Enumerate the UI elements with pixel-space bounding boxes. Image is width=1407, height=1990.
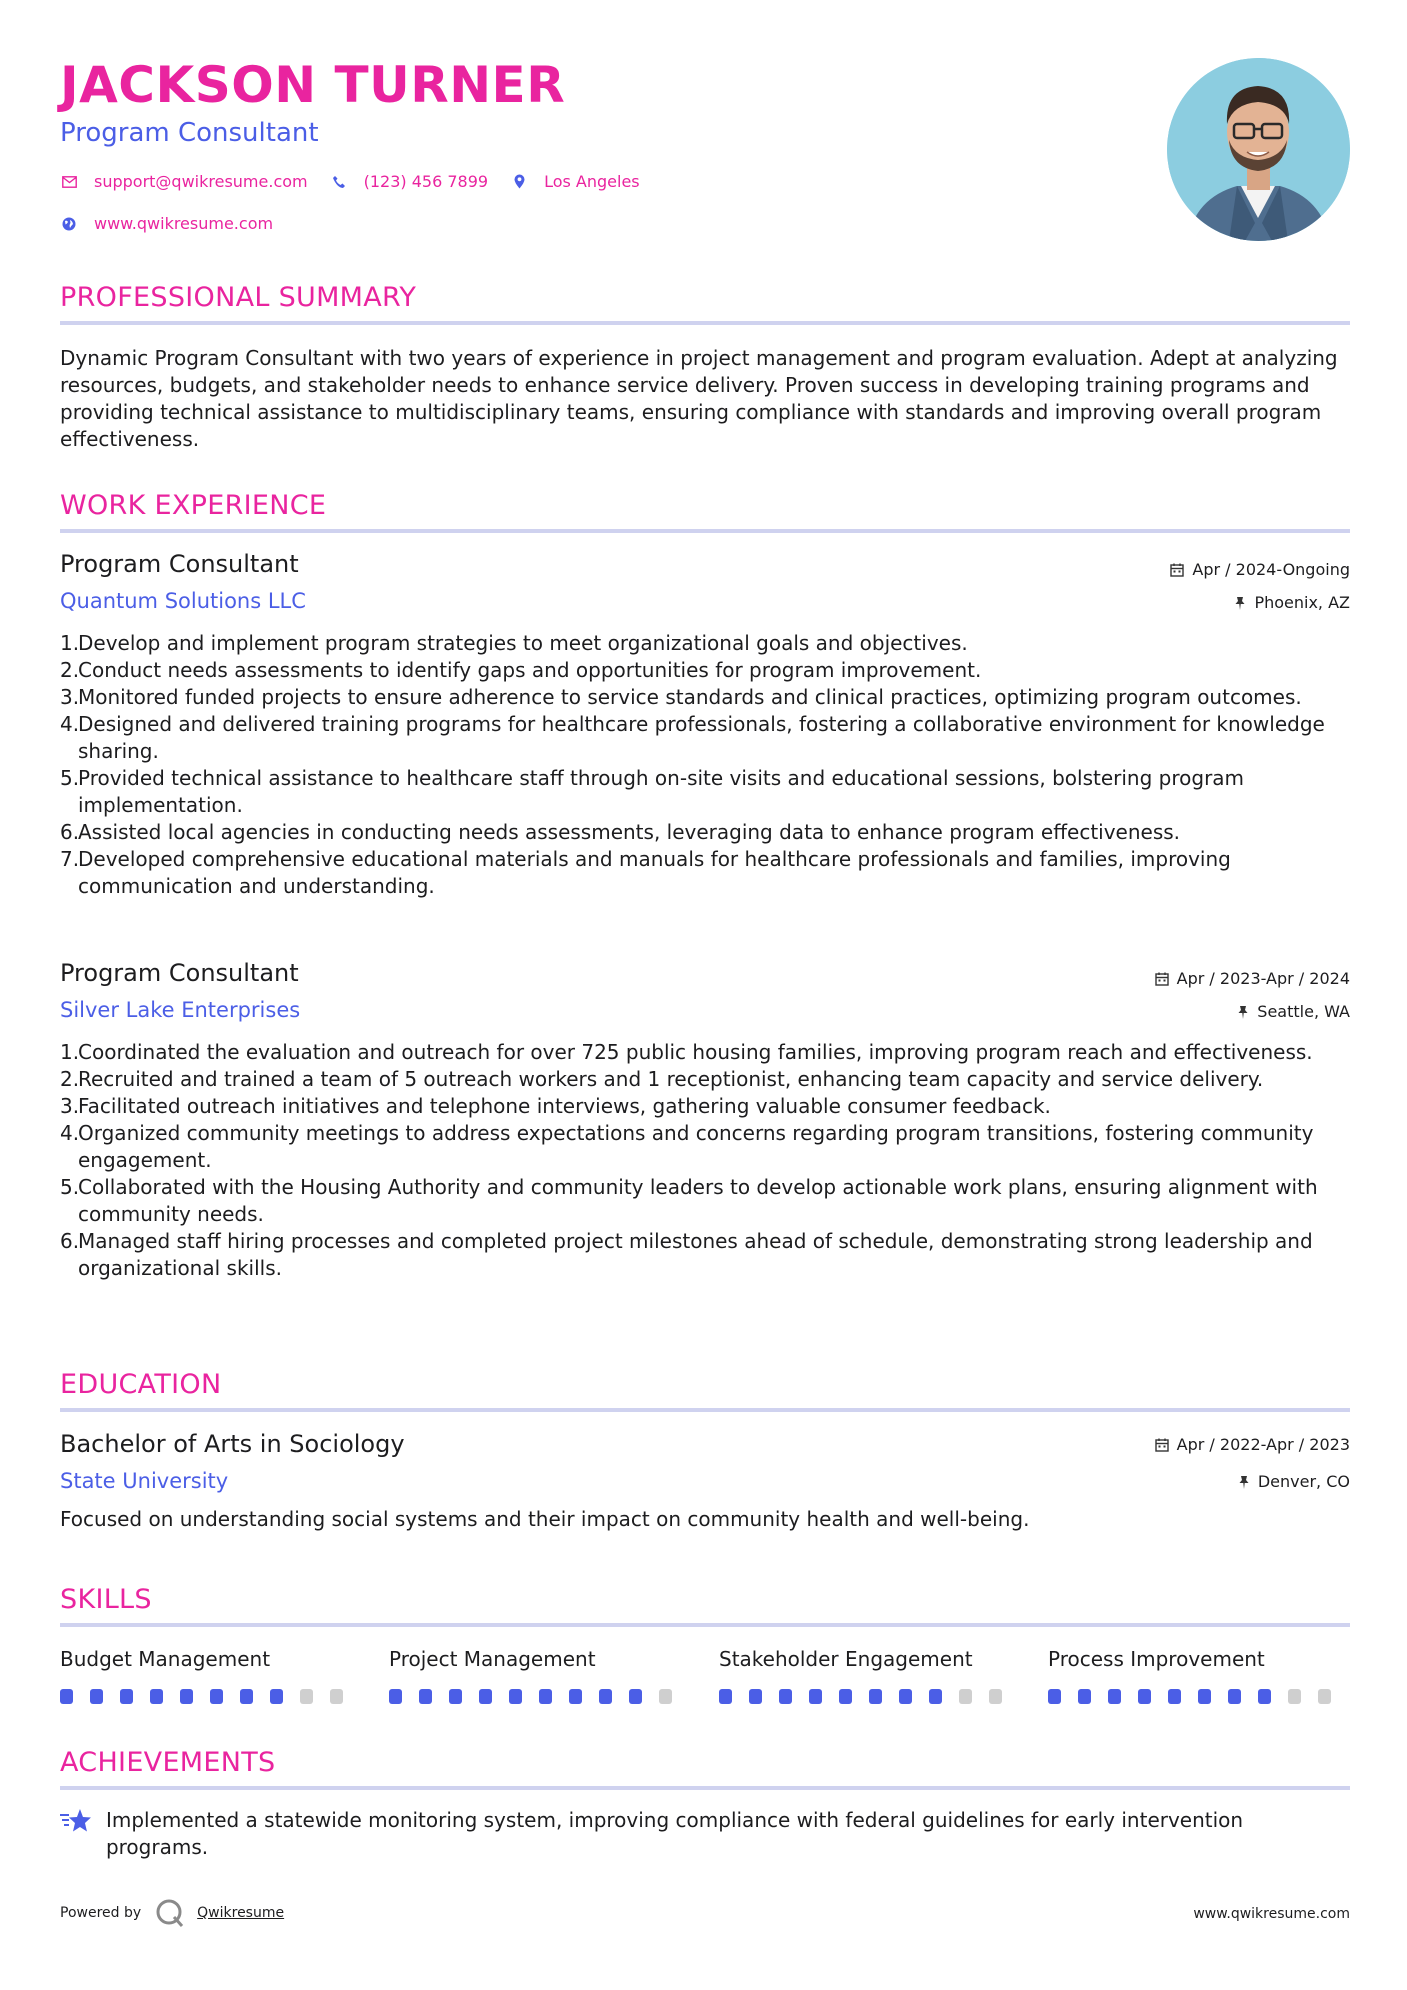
footer-powered-by	[60, 1898, 284, 1928]
skill-item	[389, 1647, 689, 1704]
skill-label: Project Management	[389, 1647, 596, 1671]
profile-photo	[1167, 58, 1350, 241]
skill-rating	[719, 1689, 1019, 1704]
pushpin-icon	[1237, 1005, 1249, 1019]
job-dates	[1155, 969, 1350, 988]
job-location-text: Phoenix, AZ	[1254, 593, 1350, 612]
website-text: www.qwikresume.com	[94, 214, 274, 233]
list-item: 6. Managed staff hiring processes and completed project milestones ahead of schedule, demonstrating strong leadership and organizational skills.	[60, 1229, 1313, 1280]
envelope-icon	[60, 173, 78, 191]
skill-dot-filled	[270, 1689, 283, 1704]
achievement-text: Implemented a statewide monitoring system, improving compliance with federal guidelines for early intervention programs.	[105, 1808, 1244, 1859]
skill-dot-filled	[899, 1689, 912, 1704]
skill-label: Stakeholder Engagement	[719, 1647, 973, 1671]
footer-url[interactable]: www.qwikresume.com	[1193, 1906, 1350, 1922]
skill-dot-filled	[509, 1689, 522, 1704]
list-item: 5. Collaborated with the Housing Authority and community leaders to develop actionable work plans, ensuring alignment with community needs.	[60, 1175, 1318, 1226]
achievements-section-title: ACHIEVEMENTS	[60, 1747, 276, 1778]
list-item: 6. Assisted local agencies in conducting needs assessments, leveraging data to enhance program effectiveness.	[60, 820, 1181, 844]
list-item: 1. Develop and implement program strategies to meet organizational goals and objectives.	[60, 631, 968, 655]
skills-divider	[60, 1623, 1350, 1627]
job-dates-text: Apr / 2024-Ongoing	[1192, 560, 1350, 579]
skill-item	[719, 1647, 1019, 1704]
skill-dot-filled	[1078, 1689, 1091, 1704]
skill-dot-filled	[929, 1689, 942, 1704]
pushpin-icon	[1234, 596, 1246, 610]
education-dates-text: Apr / 2022-Apr / 2023	[1176, 1435, 1350, 1454]
skill-dot-empty	[989, 1689, 1002, 1704]
list-item: 4. Designed and delivered training programs for healthcare professionals, fostering a collaborative environment for knowledge sharing.	[60, 712, 1325, 763]
skill-dot-filled	[599, 1689, 612, 1704]
list-item: 3. Facilitated outreach initiatives and telephone interviews, gathering valuable consumer feedback.	[60, 1094, 1051, 1118]
skill-dot-filled	[1108, 1689, 1121, 1704]
contact-website[interactable]	[60, 214, 273, 233]
school-name: State University	[60, 1469, 229, 1493]
contact-row-primary	[60, 172, 662, 191]
skill-dot-filled	[1258, 1689, 1271, 1704]
skill-dot-filled	[869, 1689, 882, 1704]
skill-item	[60, 1647, 360, 1704]
experience-section-title: WORK EXPERIENCE	[60, 490, 327, 521]
job-title: Program Consultant	[60, 550, 299, 578]
skill-dot-filled	[210, 1689, 223, 1704]
contact-email[interactable]	[60, 172, 308, 191]
skill-dot-filled	[839, 1689, 852, 1704]
skill-label: Process Improvement	[1048, 1647, 1265, 1671]
skill-dot-empty	[330, 1689, 343, 1704]
skill-rating	[60, 1689, 360, 1704]
calendar-icon	[1155, 972, 1169, 986]
phone-icon	[330, 173, 348, 191]
list-item: 2. Conduct needs assessments to identify gaps and opportunities for program improvement.	[60, 658, 982, 682]
job-bullets	[60, 1039, 1350, 1282]
skill-dot-filled	[419, 1689, 432, 1704]
skill-dot-empty	[300, 1689, 313, 1704]
contact-row-secondary	[60, 214, 295, 233]
job-bullets	[60, 630, 1350, 900]
qwikresume-logo-icon	[155, 1898, 185, 1928]
skill-dot-filled	[779, 1689, 792, 1704]
skill-dot-empty	[959, 1689, 972, 1704]
summary-text: Dynamic Program Consultant with two years of experience in project management and program evaluation. Adept at analyzing resources, budgets, and stakeholder needs to enhance service delivery. Proven success in developing training programs and providing technical assistance to multidisciplinary teams, ensuring compliance with standards and improving overall program effectiveness.	[60, 346, 1338, 451]
skill-dot-filled	[629, 1689, 642, 1704]
summary-divider	[60, 321, 1350, 325]
degree-title: Bachelor of Arts in Sociology	[60, 1430, 405, 1458]
experience-divider	[60, 529, 1350, 533]
phone-text: (123) 456 7899	[363, 172, 489, 191]
skill-dot-filled	[90, 1689, 103, 1704]
skill-label: Budget Management	[60, 1647, 271, 1671]
skill-dot-empty	[659, 1689, 672, 1704]
skill-dot-filled	[1168, 1689, 1181, 1704]
skill-dot-empty	[1288, 1689, 1301, 1704]
list-item: 4. Organized community meetings to address expectations and concerns regarding program transitions, fostering community engagement.	[60, 1121, 1314, 1172]
skill-dot-filled	[809, 1689, 822, 1704]
skill-dot-filled	[539, 1689, 552, 1704]
job-company: Silver Lake Enterprises	[60, 998, 301, 1022]
job-dates-text: Apr / 2023-Apr / 2024	[1176, 969, 1350, 988]
candidate-name: JACKSON TURNER	[60, 56, 566, 114]
skill-item	[1048, 1647, 1348, 1704]
contact-location	[510, 172, 640, 191]
list-item: 2. Recruited and trained a team of 5 outreach workers and 1 receptionist, enhancing team capacity and service delivery.	[60, 1067, 1264, 1091]
map-pin-icon	[510, 173, 528, 191]
education-dates	[1155, 1435, 1350, 1454]
summary-section-title: PROFESSIONAL SUMMARY	[60, 282, 417, 313]
list-item: 5. Provided technical assistance to healthcare staff through on-site visits and educational sessions, bolstering program implementation.	[60, 766, 1245, 817]
skill-dot-filled	[479, 1689, 492, 1704]
job-dates	[1170, 560, 1350, 579]
skill-dot-filled	[240, 1689, 253, 1704]
globe-icon	[60, 215, 78, 233]
pushpin-icon	[1238, 1475, 1250, 1489]
list-item: 7. Developed comprehensive educational materials and manuals for healthcare professionals and families, improving communication and understanding.	[60, 847, 1231, 898]
education-location-text: Denver, CO	[1257, 1472, 1350, 1491]
achievement-item	[60, 1807, 1350, 1861]
qwikresume-link[interactable]: Qwikresume	[197, 1905, 285, 1921]
education-description: Focused on understanding social systems and their impact on community health and well-being.	[60, 1507, 1030, 1531]
education-divider	[60, 1408, 1350, 1412]
list-item: 1. Coordinated the evaluation and outreach for over 725 public housing families, improving program reach and effectiveness.	[60, 1040, 1313, 1064]
skill-rating	[389, 1689, 689, 1704]
email-text: support@qwikresume.com	[94, 172, 308, 191]
skill-rating	[1048, 1689, 1348, 1704]
job-location	[1234, 593, 1350, 612]
job-location	[1237, 1002, 1350, 1021]
job-location-text: Seattle, WA	[1257, 1002, 1350, 1021]
candidate-role: Program Consultant	[60, 118, 319, 148]
skill-dot-filled	[60, 1689, 73, 1704]
skills-section-title: SKILLS	[60, 1584, 152, 1615]
star-badge-icon	[60, 1807, 92, 1835]
skill-dot-filled	[389, 1689, 402, 1704]
location-text: Los Angeles	[544, 172, 640, 191]
job-title: Program Consultant	[60, 959, 299, 987]
contact-phone[interactable]	[330, 172, 488, 191]
skill-dot-filled	[449, 1689, 462, 1704]
skill-dot-filled	[1228, 1689, 1241, 1704]
skill-dot-filled	[1198, 1689, 1211, 1704]
education-location	[1238, 1472, 1350, 1491]
calendar-icon	[1155, 1438, 1169, 1452]
job-company: Quantum Solutions LLC	[60, 589, 306, 613]
skill-dot-filled	[719, 1689, 732, 1704]
powered-by-label: Powered by	[60, 1905, 142, 1921]
skill-dot-empty	[1318, 1689, 1331, 1704]
skill-dot-filled	[569, 1689, 582, 1704]
skill-dot-filled	[1048, 1689, 1061, 1704]
education-section-title: EDUCATION	[60, 1369, 222, 1400]
skill-dot-filled	[749, 1689, 762, 1704]
list-item: 3. Monitored funded projects to ensure adherence to service standards and clinical practices, optimizing program outcomes.	[60, 685, 1302, 709]
skill-dot-filled	[120, 1689, 133, 1704]
skill-dot-filled	[1138, 1689, 1151, 1704]
skill-dot-filled	[180, 1689, 193, 1704]
calendar-icon	[1170, 563, 1184, 577]
skill-dot-filled	[150, 1689, 163, 1704]
achievements-divider	[60, 1786, 1350, 1790]
